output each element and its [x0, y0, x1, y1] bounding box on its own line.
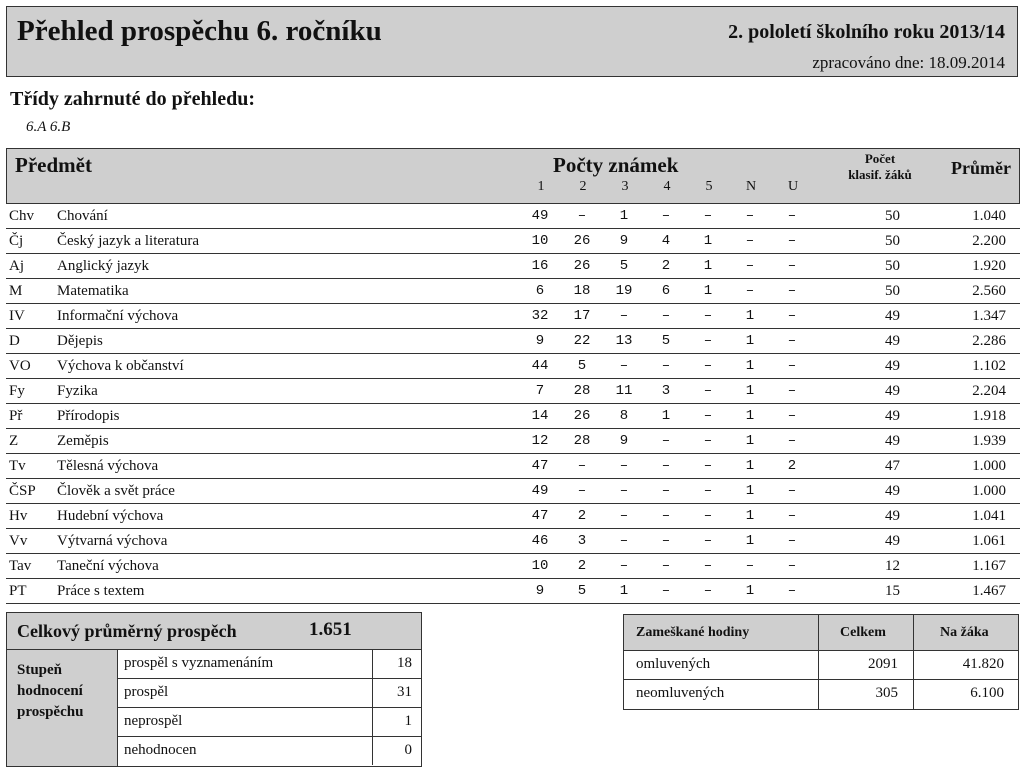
classified-student-count: 49 [885, 383, 900, 399]
subject-abbreviation: Z [9, 433, 19, 449]
grade-count-n: 1 [745, 308, 755, 324]
subject-average: 1.920 [972, 258, 1006, 274]
subject-row [6, 479, 1020, 504]
subject-average: 1.347 [972, 308, 1006, 324]
grade-count-1: 12 [531, 433, 549, 449]
grade-count-5: – [703, 458, 713, 474]
subject-row [6, 404, 1020, 429]
absence-row [624, 680, 1018, 708]
grade-count-n: 1 [745, 483, 755, 499]
grade-count-2: – [577, 458, 587, 474]
overall-summary [6, 612, 422, 767]
absence-type: omluvených [636, 656, 711, 672]
grade-count-3: 1 [619, 208, 629, 224]
grade-level-label: Stupeň hodnocení prospěchu [17, 662, 84, 720]
grade-count-u: – [787, 483, 797, 499]
grades-table-header [6, 148, 1020, 204]
grade-column-5: 5 [705, 179, 713, 194]
grade-count-n: 1 [745, 433, 755, 449]
subject-name: Zeměpis [57, 433, 109, 449]
absence-total: 305 [875, 685, 898, 701]
subject-name: Taneční výchova [57, 558, 159, 574]
subject-average: 1.939 [972, 433, 1006, 449]
grade-column-u: U [787, 179, 799, 194]
grade-count-2: 26 [573, 258, 591, 274]
grade-count-1: 10 [531, 233, 549, 249]
subject-name: Výtvarná výchova [57, 533, 168, 549]
grade-count-n: – [745, 233, 755, 249]
grade-count-n: 1 [745, 533, 755, 549]
subject-average: 1.918 [972, 408, 1006, 424]
subject-abbreviation: ČSP [9, 483, 36, 499]
absence-per-student: 41.820 [962, 656, 1004, 672]
grade-count-n: 1 [745, 408, 755, 424]
grade-column-1: 1 [537, 179, 545, 194]
grade-count-5: – [703, 208, 713, 224]
subject-name: Chování [57, 208, 108, 224]
grade-count-4: – [661, 308, 671, 324]
grade-count-5: – [703, 408, 713, 424]
grade-count-2: – [577, 483, 587, 499]
grade-count-4: 2 [661, 258, 671, 274]
subject-row [6, 504, 1020, 529]
grade-count-2: 5 [577, 358, 587, 374]
subject-abbreviation: Vv [9, 533, 28, 549]
grade-level-row [118, 679, 421, 708]
grade-count-n: 1 [745, 383, 755, 399]
grade-count-4: 5 [661, 333, 671, 349]
subject-column-header: Předmět [15, 153, 92, 177]
subject-row [6, 429, 1020, 454]
grade-count-1: 47 [531, 508, 549, 524]
grade-count-u: – [787, 258, 797, 274]
subject-name: Fyzika [57, 383, 98, 399]
average-column-header: Průměr [951, 158, 1011, 178]
grade-count-u: – [787, 283, 797, 299]
subject-row [6, 254, 1020, 279]
grade-count-u: – [787, 508, 797, 524]
absence-per-student-header: Na žáka [940, 625, 989, 640]
grade-count-n: 1 [745, 583, 755, 599]
grade-count-3: – [619, 458, 629, 474]
subject-row [6, 354, 1020, 379]
subject-average: 1.000 [972, 458, 1006, 474]
subject-abbreviation: M [9, 283, 23, 299]
overall-average-value: 1.651 [309, 619, 352, 640]
classified-student-count: 15 [885, 583, 900, 599]
subject-average: 1.167 [972, 558, 1006, 574]
grade-count-5: – [703, 583, 713, 599]
grade-count-5: – [703, 358, 713, 374]
subject-abbreviation: Př [9, 408, 23, 424]
grade-count-5: – [703, 508, 713, 524]
column-divider [913, 615, 914, 709]
subject-row [6, 279, 1020, 304]
grade-count-2: 28 [573, 433, 591, 449]
subject-row [6, 529, 1020, 554]
overall-average-label: Celkový průměrný prospěch [17, 621, 237, 641]
grade-count-3: – [619, 358, 629, 374]
classified-student-count: 49 [885, 533, 900, 549]
grade-column-n: N [745, 179, 757, 194]
grade-count-1: 49 [531, 208, 549, 224]
grade-count-u: – [787, 533, 797, 549]
grade-count-3: 11 [615, 383, 633, 399]
subject-name: Dějepis [57, 333, 103, 349]
grade-count-1: 47 [531, 458, 549, 474]
grade-count-3: – [619, 308, 629, 324]
subject-name: Práce s textem [57, 583, 145, 599]
grade-count-3: 5 [619, 258, 629, 274]
subject-average: 1.102 [972, 358, 1006, 374]
grade-level-count: 31 [372, 679, 420, 707]
grade-count-1: 9 [535, 583, 545, 599]
subject-average: 1.467 [972, 583, 1006, 599]
grade-count-3: 9 [619, 233, 629, 249]
grade-count-5: – [703, 333, 713, 349]
grade-level-row [118, 708, 421, 737]
subject-row [6, 379, 1020, 404]
grade-level-row [118, 650, 421, 679]
subject-row [6, 329, 1020, 354]
subject-average: 2.204 [972, 383, 1006, 399]
grade-count-1: 32 [531, 308, 549, 324]
grade-level-name: neprospěl [124, 713, 183, 729]
grade-count-u: – [787, 383, 797, 399]
grade-count-4: – [661, 208, 671, 224]
student-count-header [837, 151, 923, 183]
subject-average: 1.000 [972, 483, 1006, 499]
classified-student-count: 50 [885, 258, 900, 274]
grade-count-5: 1 [703, 283, 713, 299]
grade-count-1: 16 [531, 258, 549, 274]
absence-type: neomluvených [636, 685, 725, 701]
grade-count-2: 18 [573, 283, 591, 299]
subject-name: Výchova k občanství [57, 358, 184, 374]
grade-count-u: – [787, 233, 797, 249]
student-count-header-line2: klasif. žáků [848, 167, 912, 182]
grade-column-2: 2 [579, 179, 587, 194]
grade-count-n: 1 [745, 458, 755, 474]
grade-level-count: 0 [372, 737, 420, 765]
grade-count-5: – [703, 433, 713, 449]
subject-abbreviation: Fy [9, 383, 25, 399]
subject-average: 1.041 [972, 508, 1006, 524]
grade-count-3: – [619, 533, 629, 549]
subject-abbreviation: Chv [9, 208, 35, 224]
grade-count-5: – [703, 383, 713, 399]
classified-student-count: 49 [885, 433, 900, 449]
grade-count-u: – [787, 583, 797, 599]
grade-count-1: 7 [535, 383, 545, 399]
subject-name: Člověk a svět práce [57, 483, 175, 499]
school-period: 2. pololetí školního roku 2013/14 [728, 21, 1005, 43]
grade-count-2: 17 [573, 308, 591, 324]
subject-name: Matematika [57, 283, 129, 299]
subject-name: Hudební výchova [57, 508, 164, 524]
subject-row [6, 454, 1020, 479]
subject-abbreviation: Hv [9, 508, 28, 524]
grade-count-2: 22 [573, 333, 591, 349]
grade-counts-header: Počty známek [553, 153, 679, 177]
grade-level-name: prospěl s vyznamenáním [124, 655, 274, 671]
grade-count-u: 2 [787, 458, 797, 474]
grade-count-5: 1 [703, 258, 713, 274]
grade-count-2: 2 [577, 508, 587, 524]
grade-count-u: – [787, 408, 797, 424]
subject-name: Český jazyk a literatura [57, 233, 200, 249]
grade-count-5: – [703, 533, 713, 549]
grade-count-u: – [787, 558, 797, 574]
subject-abbreviation: VO [9, 358, 31, 374]
classified-student-count: 50 [885, 208, 900, 224]
classified-student-count: 49 [885, 308, 900, 324]
classified-student-count: 49 [885, 333, 900, 349]
grade-count-1: 14 [531, 408, 549, 424]
grade-count-4: – [661, 533, 671, 549]
grade-count-5: – [703, 558, 713, 574]
grade-count-u: – [787, 333, 797, 349]
grade-count-n: – [745, 558, 755, 574]
subject-average: 2.200 [972, 233, 1006, 249]
grade-column-3: 3 [621, 179, 629, 194]
grade-count-3: – [619, 558, 629, 574]
classes-list: 6.A 6.B [26, 119, 71, 135]
subject-abbreviation: IV [9, 308, 25, 324]
subject-name: Anglický jazyk [57, 258, 150, 274]
grade-count-2: 26 [573, 233, 591, 249]
subject-name: Přírodopis [57, 408, 120, 424]
classified-student-count: 47 [885, 458, 900, 474]
grade-count-2: 5 [577, 583, 587, 599]
subject-name: Tělesná výchova [57, 458, 159, 474]
grade-count-u: – [787, 208, 797, 224]
subject-average: 1.061 [972, 533, 1006, 549]
grade-count-2: 26 [573, 408, 591, 424]
grade-count-3: 13 [615, 333, 633, 349]
absence-header: Zameškané hodiny [636, 625, 750, 640]
classified-student-count: 50 [885, 283, 900, 299]
subject-abbreviation: D [9, 333, 20, 349]
grade-count-u: – [787, 358, 797, 374]
grade-count-4: 6 [661, 283, 671, 299]
grade-count-n: 1 [745, 333, 755, 349]
grade-count-4: – [661, 508, 671, 524]
absence-per-student: 6.100 [970, 685, 1004, 701]
subject-row [6, 204, 1020, 229]
grade-count-2: 28 [573, 383, 591, 399]
grade-count-4: 1 [661, 408, 671, 424]
subject-abbreviation: Čj [9, 233, 24, 249]
grade-count-u: – [787, 433, 797, 449]
grade-count-n: 1 [745, 508, 755, 524]
grade-level-list [7, 650, 421, 766]
classified-student-count: 49 [885, 483, 900, 499]
processed-date: zpracováno dne: 18.09.2014 [812, 53, 1005, 72]
grade-count-3: 19 [615, 283, 633, 299]
absence-total-header: Celkem [840, 625, 886, 640]
subject-average: 2.286 [972, 333, 1006, 349]
grade-count-1: 10 [531, 558, 549, 574]
classified-student-count: 49 [885, 508, 900, 524]
grade-count-4: – [661, 583, 671, 599]
grade-count-4: – [661, 483, 671, 499]
absence-summary [623, 614, 1019, 710]
column-divider [818, 615, 819, 709]
grade-count-1: 9 [535, 333, 545, 349]
grade-count-2: – [577, 208, 587, 224]
grade-count-n: – [745, 208, 755, 224]
subject-abbreviation: Aj [9, 258, 24, 274]
classified-student-count: 50 [885, 233, 900, 249]
grade-count-1: 49 [531, 483, 549, 499]
grade-count-3: – [619, 508, 629, 524]
grade-count-5: 1 [703, 233, 713, 249]
subject-abbreviation: PT [9, 583, 27, 599]
subject-row [6, 304, 1020, 329]
grade-count-2: 3 [577, 533, 587, 549]
absence-total: 2091 [868, 656, 898, 672]
student-count-header-line1: Počet [864, 151, 896, 166]
report-header [6, 6, 1018, 77]
grade-count-1: 44 [531, 358, 549, 374]
grade-count-4: – [661, 433, 671, 449]
grade-count-3: – [619, 483, 629, 499]
subject-abbreviation: Tav [9, 558, 32, 574]
grade-count-n: – [745, 283, 755, 299]
grade-count-u: – [787, 308, 797, 324]
grade-count-n: 1 [745, 358, 755, 374]
subject-abbreviation: Tv [9, 458, 26, 474]
grade-count-4: – [661, 558, 671, 574]
grade-count-1: 46 [531, 533, 549, 549]
classified-student-count: 49 [885, 408, 900, 424]
grade-count-3: 9 [619, 433, 629, 449]
grade-count-3: 1 [619, 583, 629, 599]
absence-row [624, 651, 1018, 680]
grade-count-1: 6 [535, 283, 545, 299]
grade-level-count: 1 [372, 708, 420, 736]
grade-count-4: – [661, 358, 671, 374]
grade-level-row [118, 737, 421, 765]
classes-heading: Třídy zahrnuté do přehledu: [10, 88, 256, 110]
subject-average: 2.560 [972, 283, 1006, 299]
grades-table-body [6, 204, 1020, 604]
grade-count-n: – [745, 258, 755, 274]
grade-level-name: prospěl [124, 684, 169, 700]
absence-header-row [624, 615, 1018, 651]
grade-count-5: – [703, 483, 713, 499]
grade-count-4: – [661, 458, 671, 474]
grade-column-4: 4 [663, 179, 671, 194]
classified-student-count: 49 [885, 358, 900, 374]
grade-count-4: 3 [661, 383, 671, 399]
classified-student-count: 12 [885, 558, 900, 574]
subject-row [6, 229, 1020, 254]
subject-row [6, 554, 1020, 579]
subject-row [6, 579, 1020, 604]
grade-level-count: 18 [372, 650, 420, 678]
overall-summary-header [7, 613, 421, 650]
grade-count-5: – [703, 308, 713, 324]
grade-level-name: nehodnocen [124, 742, 197, 758]
grade-count-2: 2 [577, 558, 587, 574]
grade-count-3: 8 [619, 408, 629, 424]
subject-name: Informační výchova [57, 308, 179, 324]
report-title: Přehled prospěchu 6. ročníku [17, 15, 382, 47]
subject-average: 1.040 [972, 208, 1006, 224]
grade-count-4: 4 [661, 233, 671, 249]
